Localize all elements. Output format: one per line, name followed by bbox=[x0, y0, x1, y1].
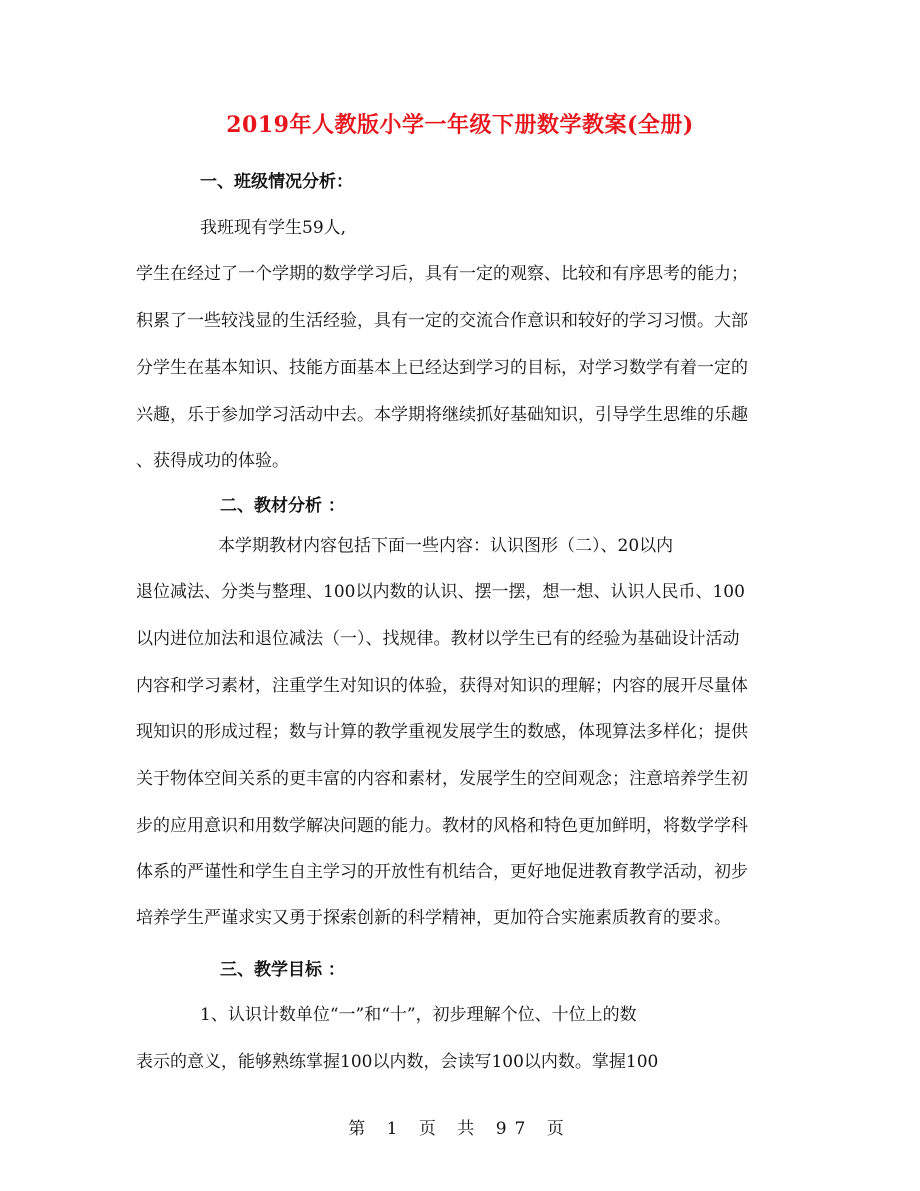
section-heading-textbook-analysis: 二、教材分析 ： bbox=[220, 496, 345, 516]
paragraph-line: 退位减法、分类与整理、100以内数的认识、摆一摆，想一想、认识人民币、100 bbox=[136, 582, 745, 602]
paragraph-line: 分学生在基本知识、技能方面基本上已经达到学习的目标，对学习数学有着一定的 bbox=[136, 358, 748, 378]
paragraph-line: 表示的意义，能够熟练掌握100以内数，会读写100以内数。掌握100 bbox=[136, 1052, 659, 1072]
paragraph-line: 内容和学习素材，注重学生对知识的体验，获得对知识的理解；内容的展开尽量体 bbox=[136, 676, 748, 696]
paragraph-line: 本学期教材内容包括下面一些内容：认识图形（二）、20以内 bbox=[218, 536, 674, 556]
page-footer: 第 1 页 共 97 页 bbox=[348, 1119, 572, 1139]
paragraph-line: 以内进位加法和退位减法（一）、找规律。教材以学生已有的经验为基础设计活动 bbox=[136, 629, 740, 649]
section-heading-teaching-goals: 三、教学目标 ： bbox=[220, 960, 345, 980]
paragraph-line: 、获得成功的体验。 bbox=[136, 451, 289, 471]
paragraph-line: 积累了一些较浅显的生活经验，具有一定的交流合作意识和较好的学习习惯。大部 bbox=[136, 311, 748, 331]
paragraph-line: 培养学生严谨求实又勇于探索创新的科学精神，更加符合实施素质教育的要求。 bbox=[136, 908, 731, 928]
paragraph-line: 关于物体空间关系的更丰富的内容和素材，发展学生的空间观念；注意培养学生初 bbox=[136, 769, 748, 789]
paragraph-line: 兴趣，乐于参加学习活动中去。本学期将继续抓好基础知识，引导学生思维的乐趣 bbox=[136, 405, 748, 425]
paragraph-line: 1、认识计数单位“一”和“十”，初步理解个位、十位上的数 bbox=[200, 1005, 637, 1025]
paragraph-line: 学生在经过了一个学期的数学学习后，具有一定的观察、比较和有序思考的能力； bbox=[136, 264, 748, 284]
paragraph-line: 现知识的形成过程；数与计算的教学重视发展学生的数感，体现算法多样化；提供 bbox=[136, 722, 748, 742]
paragraph-line: 步的应用意识和用数学解决问题的能力。教材的风格和特色更加鲜明，将数学学科 bbox=[136, 816, 748, 836]
paragraph-line: 体系的严谨性和学生自主学习的开放性有机结合，更好地促进教育教学活动，初步 bbox=[136, 862, 748, 882]
section-heading-class-analysis: 一、班级情况分析： bbox=[200, 172, 353, 192]
document-title: 2019年人教版小学一年级下册数学教案(全册) bbox=[226, 112, 694, 138]
paragraph-line: 我班现有学生59人, bbox=[200, 218, 347, 238]
